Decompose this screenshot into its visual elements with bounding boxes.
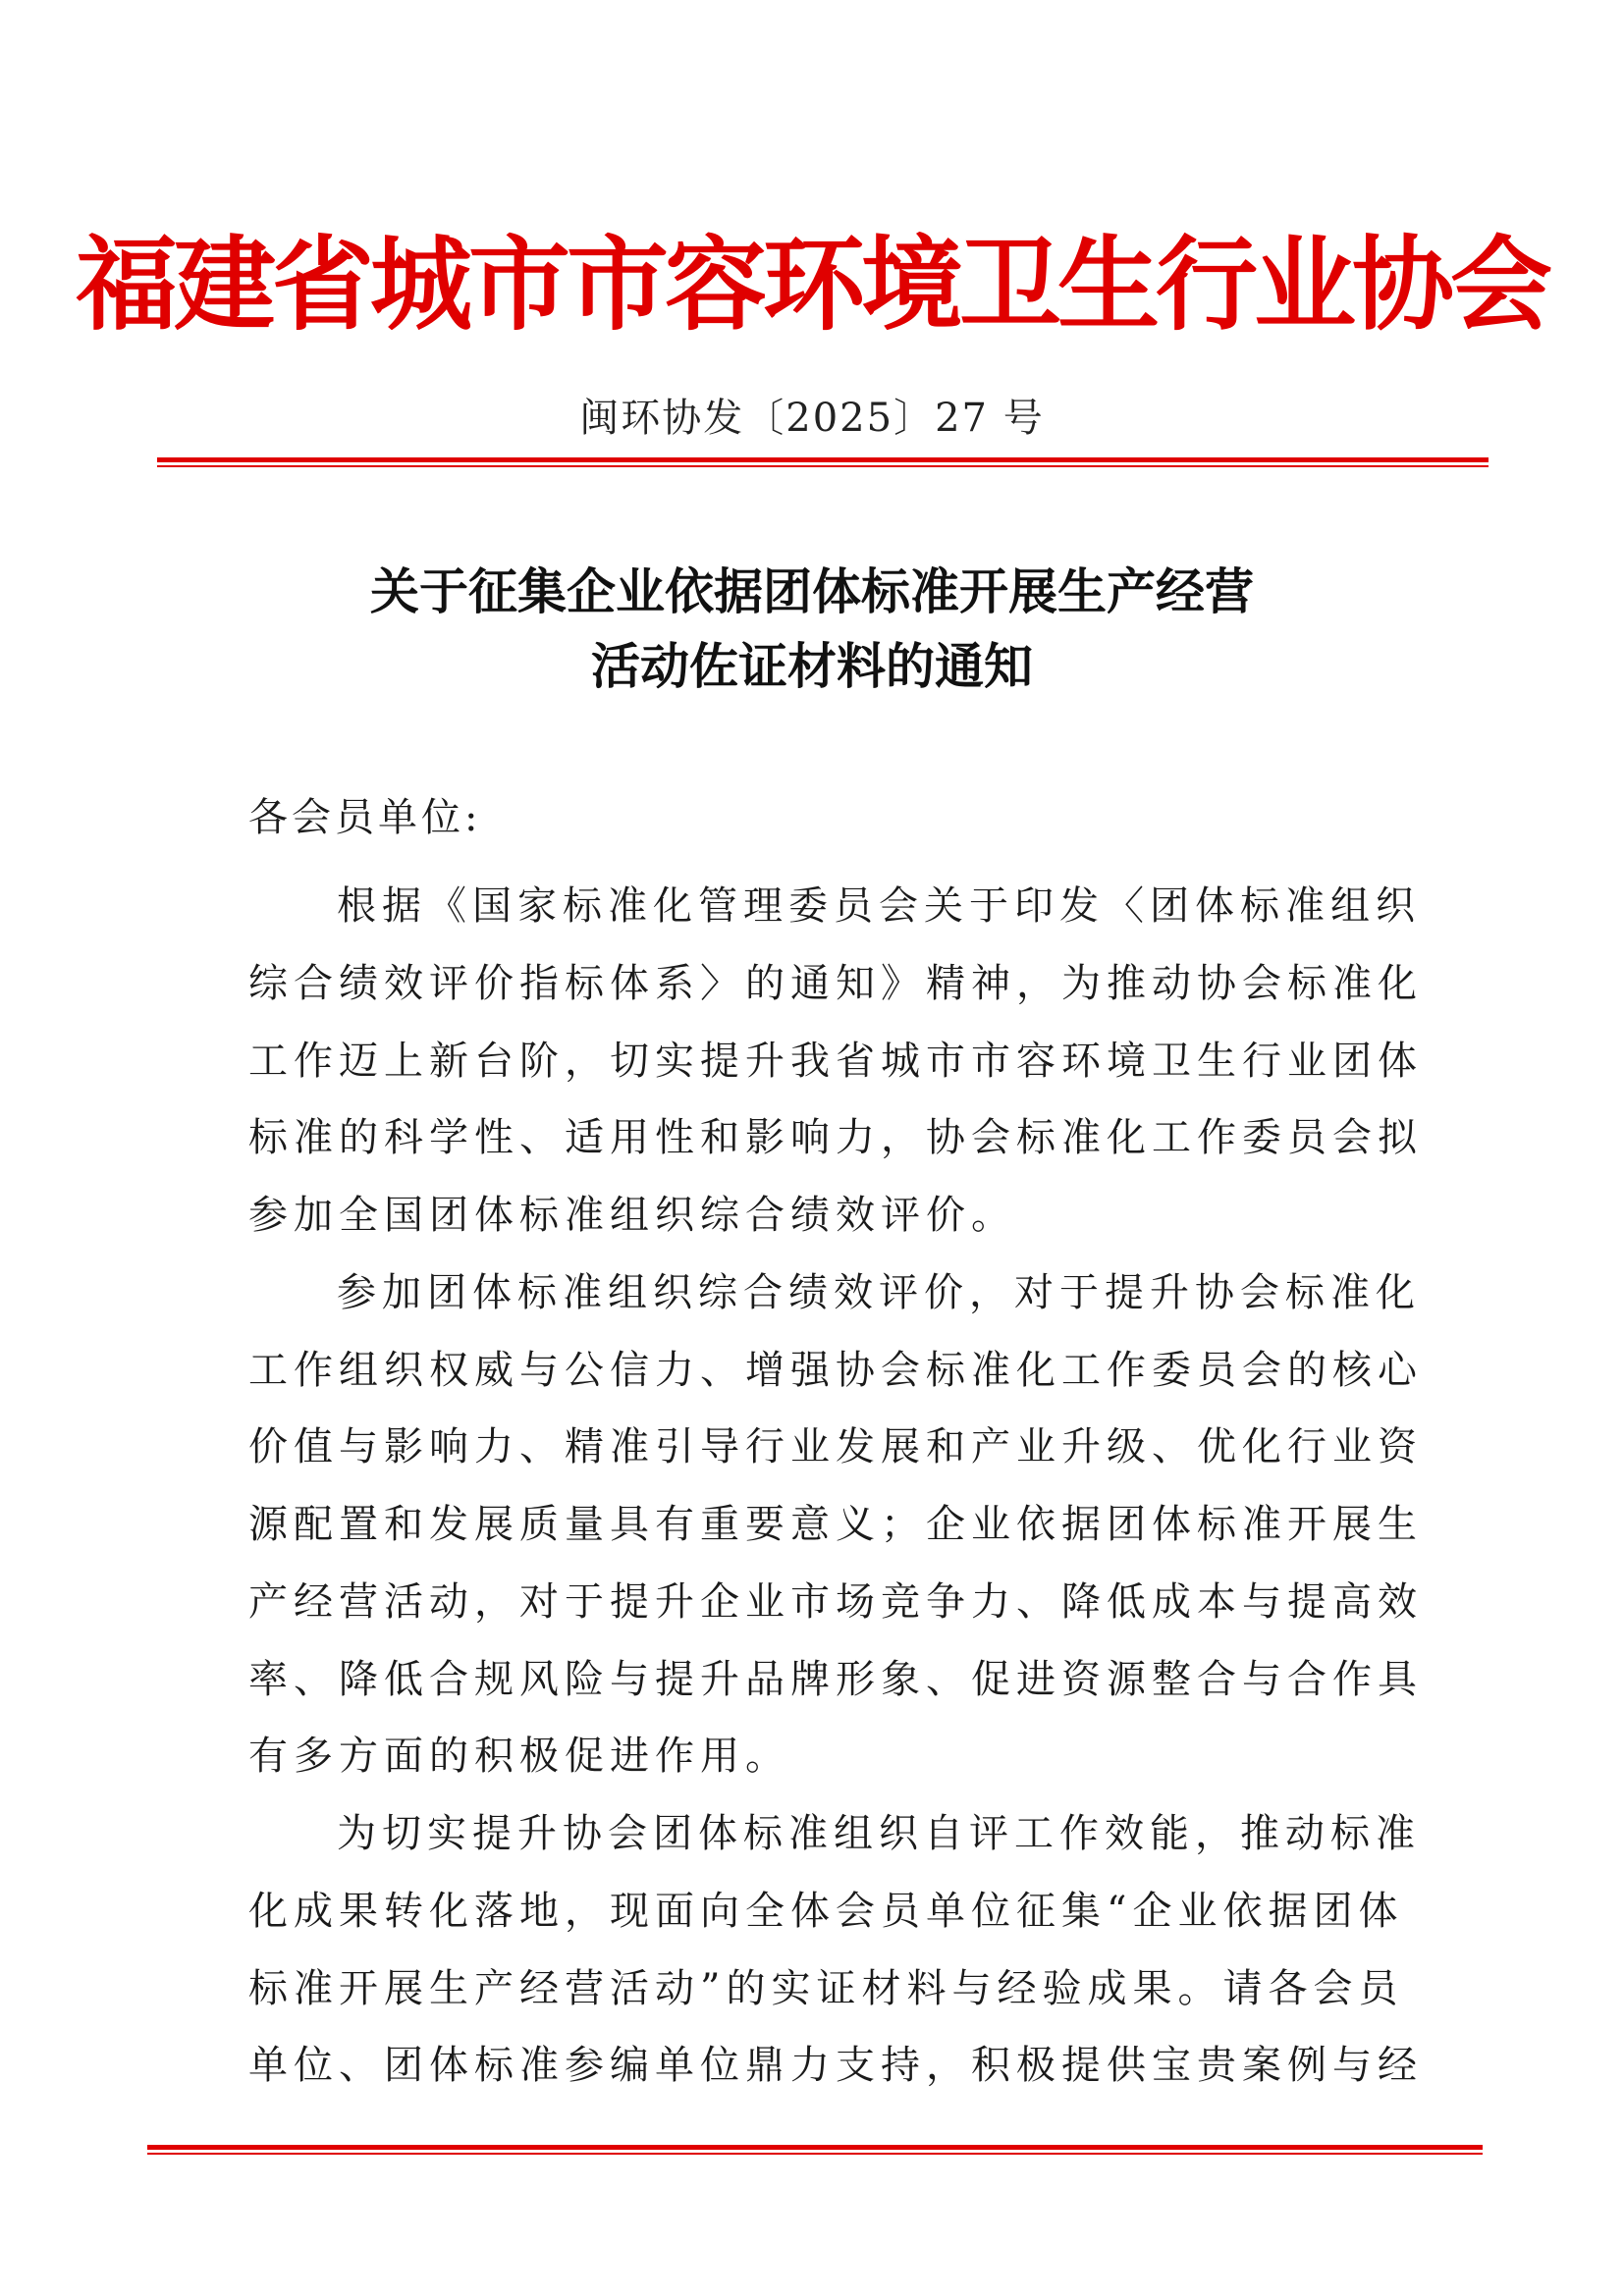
- paragraph-line: 参加全国团体标准组织综合绩效评价。: [248, 1193, 1016, 1238]
- paragraph-line: 工作组织权威与公信力、增强协会标准化工作委员会的核心: [248, 1347, 1423, 1393]
- paragraph-line: 工作迈上新台阶，切实提升我省城市市容环境卫生行业团体: [248, 1038, 1423, 1084]
- document-number: 闽环协发〔2025〕27 号: [579, 396, 1045, 441]
- paragraph-line: 为切实提升协会团体标准组织自评工作效能，推动标准: [337, 1811, 1421, 1856]
- paragraph-2: [248, 1267, 1423, 1783]
- paragraph-line: 单位、团体标准参编单位鼎力支持，积极提供宝贵案例与经: [248, 2043, 1423, 2089]
- paragraph-line: 价值与影响力、精准引导行业发展和产业升级、优化行业资: [248, 1424, 1423, 1470]
- red-rule-thick-line: [157, 457, 1489, 462]
- paragraph-line: 率、降低合规风险与提升品牌形象、促进资源整合与合作具: [248, 1656, 1423, 1702]
- title-line-2: 活动佐证材料的通知: [591, 637, 1033, 695]
- paragraph-1: [248, 881, 1423, 1241]
- organization-header: 福建省城市市容环境卫生行业协会: [75, 224, 1548, 345]
- title-line-1: 关于征集企业依据团体标准开展生产经营: [370, 562, 1254, 620]
- red-rule-thin-line: [147, 2153, 1483, 2155]
- paragraph-line: 产经营活动，对于提升企业市场竞争力、降低成本与提高效: [248, 1578, 1423, 1625]
- header-red-rule: [157, 457, 1489, 469]
- paragraph-line: 标准开展生产经营活动”的实证材料与经验成果。请各会员: [248, 1965, 1404, 2011]
- paragraph-3: [248, 1808, 1423, 2091]
- paragraph-line: 化成果转化落地，现面向全体会员单位征集“企业依据团体: [248, 1888, 1404, 1934]
- paragraph-line: 参加团体标准组织综合绩效评价，对于提升协会标准化: [337, 1269, 1421, 1315]
- footer-red-rule: [147, 2145, 1483, 2157]
- salutation: 各会员单位:: [248, 795, 482, 840]
- document-title: [177, 555, 1447, 704]
- paragraph-line: 源配置和发展质量具有重要意义；企业依据团体标准开展生: [248, 1502, 1423, 1547]
- paragraph-line: 综合绩效评价指标体系〉的通知》精神，为推动协会标准化: [248, 960, 1423, 1006]
- paragraph-line: 根据《国家标准化管理委员会关于印发〈团体标准组织: [337, 883, 1421, 929]
- paragraph-line: 有多方面的积极促进作用。: [248, 1734, 790, 1780]
- document-body: [248, 881, 1423, 2117]
- red-rule-thin-line: [157, 465, 1489, 467]
- paragraph-line: 标准的科学性、适用性和影响力，协会标准化工作委员会拟: [248, 1115, 1423, 1161]
- red-rule-thick-line: [147, 2145, 1483, 2150]
